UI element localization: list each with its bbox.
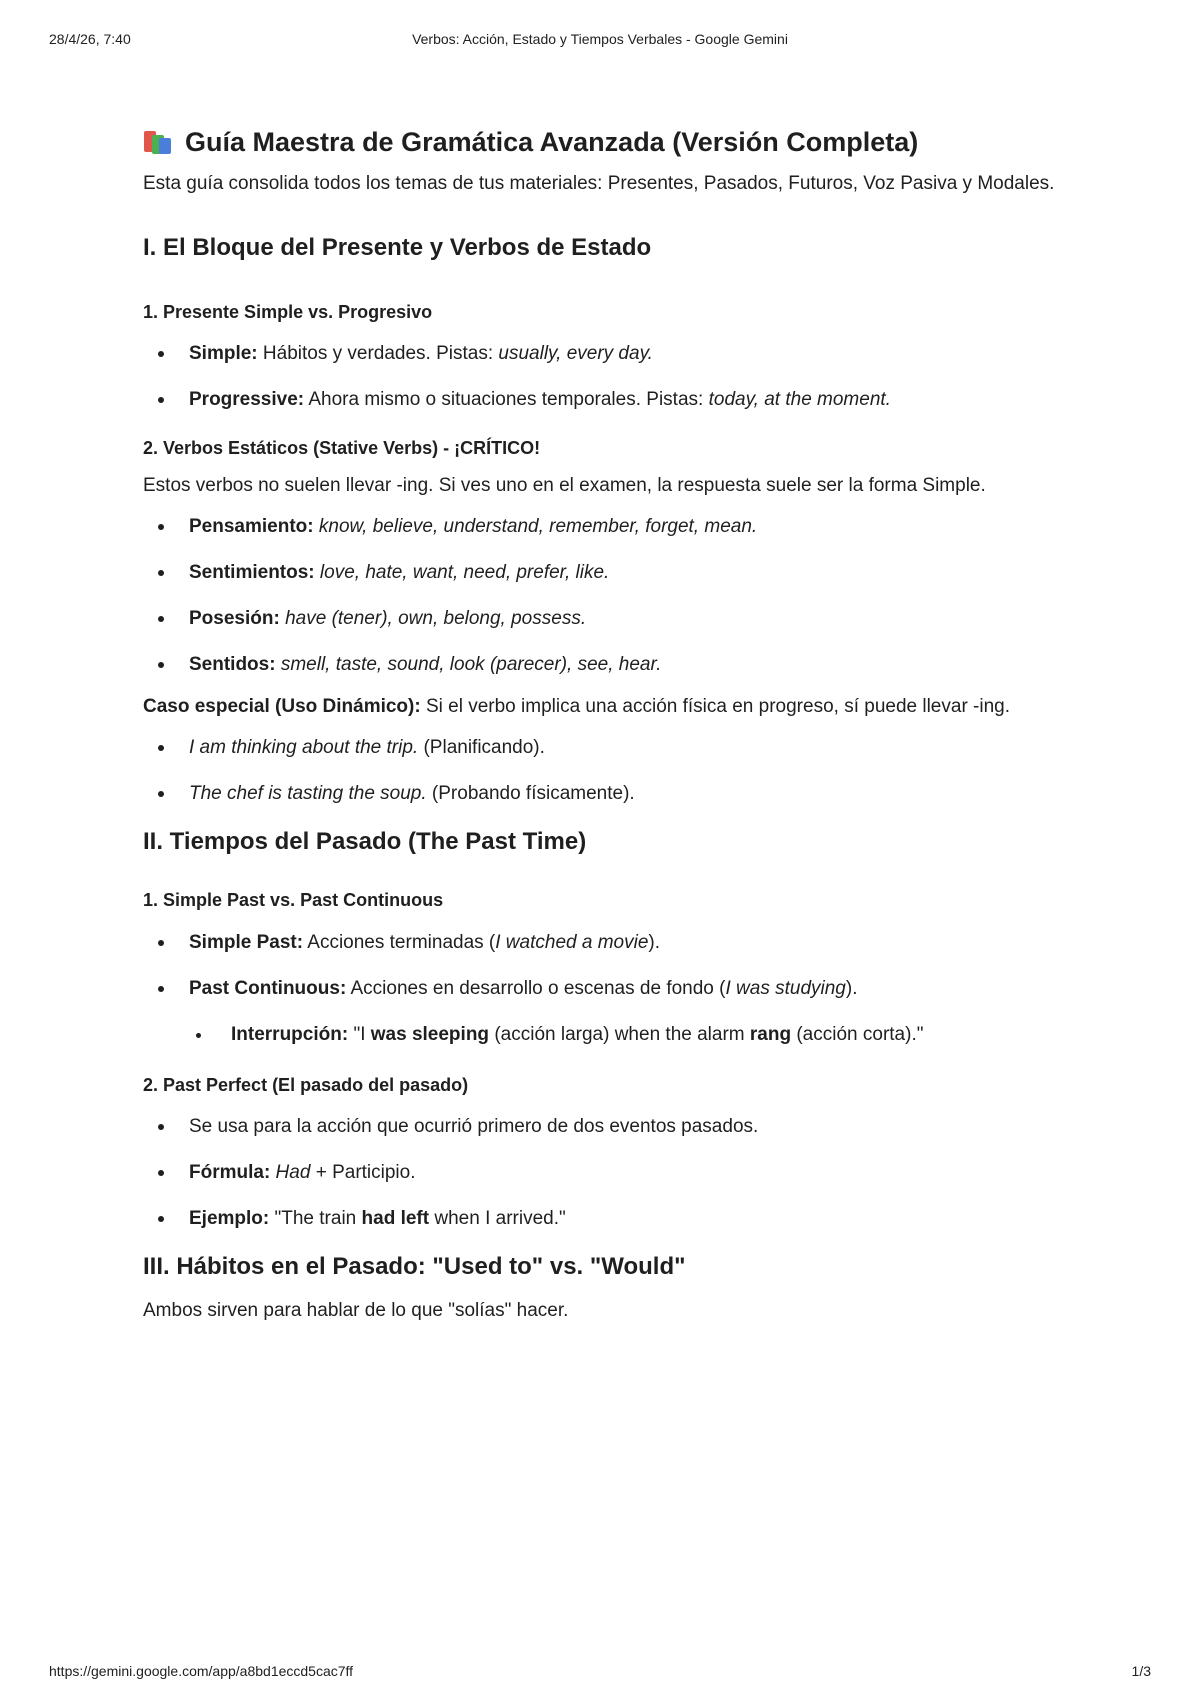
list-item: Simple: Hábitos y verdades. Pistas: usually, every day.	[143, 339, 1063, 369]
stative-verbs-list	[143, 512, 1063, 680]
section-heading-past-habits: III. Hábitos en el Pasado: "Used to" vs. "Would"	[143, 1253, 686, 1280]
past-perfect-list	[143, 1112, 1063, 1234]
list-item: Past Continuous: Acciones en desarrollo o escenas de fondo (I was studying).	[143, 974, 1063, 1004]
page-title	[143, 124, 1063, 160]
page-number: 1/3	[1131, 1663, 1151, 1679]
list-item: Se usa para la acción que ocurrió primero de dos eventos pasados.	[143, 1112, 1063, 1142]
list-item: The chef is tasting the soup. (Probando físicamente).	[143, 779, 1063, 809]
print-header	[49, 31, 1151, 51]
print-document-title: Verbos: Acción, Estado y Tiempos Verbales - Google Gemini	[412, 31, 788, 47]
list-item: Simple Past: Acciones terminadas (I watched a movie).	[143, 928, 1063, 958]
simple-vs-progressive-list	[143, 339, 1063, 415]
intro-paragraph: Esta guía consolida todos los temas de tus materiales: Presentes, Pasados, Futuros, Voz Pasiva y Modales.	[143, 173, 1055, 194]
list-item: Pensamiento: know, believe, understand, remember, forget, mean.	[143, 512, 1063, 542]
subsection-heading-simple-vs-progressive: 1. Presente Simple vs. Progresivo	[143, 302, 433, 322]
special-case-examples	[143, 733, 1063, 809]
section-heading-present: I. El Bloque del Presente y Verbos de Estado	[143, 234, 652, 261]
print-footer	[49, 1663, 1151, 1683]
list-item: Sentidos: smell, taste, sound, look (parecer), see, hear.	[143, 650, 1063, 680]
list-item: Sentimientos: love, hate, want, need, prefer, like.	[143, 558, 1063, 588]
list-item: Ejemplo: "The train had left when I arrived."	[143, 1204, 1063, 1234]
section-heading-past: II. Tiempos del Pasado (The Past Time)	[143, 828, 587, 855]
subsection-heading-stative-verbs: 2. Verbos Estáticos (Stative Verbs) - ¡CRÍTICO!	[143, 438, 541, 458]
list-item: Interrupción: "I was sleeping (acción larga) when the alarm rang (acción corta)."	[143, 1020, 1063, 1050]
list-item: Fórmula: Had + Participio.	[143, 1158, 1063, 1188]
special-case-paragraph: Caso especial (Uso Dinámico): Si el verbo implica una acción física en progreso, sí puede llevar -ing.	[143, 696, 1011, 717]
print-url: https://gemini.google.com/app/a8bd1eccd5cac7ff	[49, 1663, 354, 1679]
list-item: I am thinking about the trip. (Planificando).	[143, 733, 1063, 763]
simple-past-list	[143, 928, 1063, 1004]
page-title-text: Guía Maestra de Gramática Avanzada (Versión Completa)	[185, 126, 919, 157]
document-content	[143, 124, 1063, 1329]
interruption-sublist	[143, 1020, 1063, 1050]
past-habits-paragraph: Ambos sirven para hablar de lo que "solías" hacer.	[143, 1300, 569, 1321]
subsection-heading-simple-past: 1. Simple Past vs. Past Continuous	[143, 890, 444, 910]
print-date: 28/4/26, 7:40	[49, 31, 131, 47]
books-icon	[143, 129, 173, 155]
list-item: Posesión: have (tener), own, belong, possess.	[143, 604, 1063, 634]
subsection-heading-past-perfect: 2. Past Perfect (El pasado del pasado)	[143, 1075, 469, 1095]
list-item: Progressive: Ahora mismo o situaciones temporales. Pistas: today, at the moment.	[143, 385, 1063, 415]
stative-intro-paragraph: Estos verbos no suelen llevar -ing. Si ves uno en el examen, la respuesta suele ser la forma Simple.	[143, 475, 986, 496]
